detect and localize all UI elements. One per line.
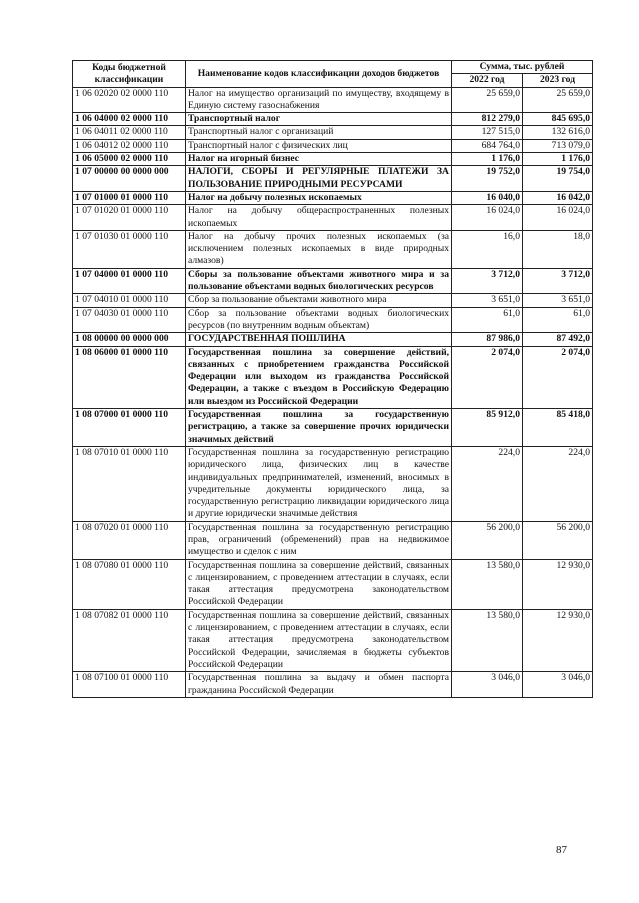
header-code: Коды бюджетной классификации [73, 61, 186, 88]
row-code: 1 06 04012 02 0000 110 [73, 139, 186, 152]
row-name: Налог на добычу полезных ископаемых [186, 191, 452, 204]
row-code: 1 06 04000 02 0000 110 [73, 113, 186, 126]
row-value-2022: 2 074,0 [452, 346, 523, 408]
table-row [73, 153, 593, 166]
row-value-2023: 132 616,0 [523, 126, 593, 139]
row-name: Транспортный налог с организаций [186, 126, 452, 139]
row-code: 1 08 00000 00 0000 000 [73, 333, 186, 346]
table-row [73, 333, 593, 346]
table-row [73, 559, 593, 609]
row-value-2022: 3 712,0 [452, 268, 523, 294]
row-value-2022: 56 200,0 [452, 521, 523, 559]
page-number: 87 [556, 844, 567, 856]
row-code: 1 06 05000 02 0000 110 [73, 153, 186, 166]
row-value-2022: 3 046,0 [452, 672, 523, 698]
row-name: Налог на добычу общераспространенных полезных ископаемых [186, 205, 452, 231]
row-name: Государственная пошлина за совершение действий, связанных с лицензированием, с проведением аттестации в случаях, если такая аттестация предусмотрена законодательством Российской Федерации [186, 559, 452, 609]
row-value-2022: 16 024,0 [452, 205, 523, 231]
row-value-2022: 684 764,0 [452, 139, 523, 152]
row-code: 1 08 07082 01 0000 110 [73, 609, 186, 671]
row-code: 1 06 04011 02 0000 110 [73, 126, 186, 139]
row-value-2022: 87 986,0 [452, 333, 523, 346]
row-value-2022: 25 659,0 [452, 87, 523, 113]
table-row [73, 166, 593, 192]
row-value-2022: 19 752,0 [452, 166, 523, 192]
row-name: Сбор за пользование объектами водных биологических ресурсов (по внутренним водным объектам) [186, 307, 452, 333]
table-row [73, 609, 593, 671]
table-row [73, 205, 593, 231]
row-name: ГОСУДАРСТВЕННАЯ ПОШЛИНА [186, 333, 452, 346]
row-value-2023: 12 930,0 [523, 559, 593, 609]
table-row [73, 126, 593, 139]
row-name: Налог на имущество организаций по имуществу, входящему в Единую систему газоснабжения [186, 87, 452, 113]
budget-revenue-table [72, 60, 593, 698]
row-value-2023: 25 659,0 [523, 87, 593, 113]
row-code: 1 07 01030 01 0000 110 [73, 230, 186, 268]
table-row [73, 521, 593, 559]
row-code: 1 08 06000 01 0000 110 [73, 346, 186, 408]
row-value-2022: 1 176,0 [452, 153, 523, 166]
table-row [73, 446, 593, 521]
row-code: 1 07 01020 01 0000 110 [73, 205, 186, 231]
row-value-2023: 61,0 [523, 307, 593, 333]
row-value-2023: 224,0 [523, 446, 593, 521]
row-name: Сбор за пользование объектами животного мира [186, 294, 452, 307]
row-name: Налог на добычу прочих полезных ископаемых (за исключением полезных ископаемых в виде природных алмазов) [186, 230, 452, 268]
row-name: Государственная пошлина за совершение действий, связанных с приобретением гражданства Российской Федерации или выходом из гражданства Российской Федерации, а также с въездом в Российскую Федерацию или выездом из Российской Федерации [186, 346, 452, 408]
row-value-2022: 13 580,0 [452, 559, 523, 609]
row-value-2023: 2 074,0 [523, 346, 593, 408]
table-row [73, 113, 593, 126]
row-name: Государственная пошлина за совершение действий, связанных с лицензированием, с проведением аттестации в случаях, если такая аттестация предусмотрена законодательством Российской Федерации, зачисляемая в бюджеты субъектов Российской Федерации [186, 609, 452, 671]
row-value-2023: 85 418,0 [523, 409, 593, 447]
header-year-2023: 2023 год [523, 74, 593, 87]
row-name: Государственная пошлина за государственную регистрацию юридического лица, физических лиц в качестве индивидуальных предпринимателей, изменений, вносимых в учредительные документы юридического лица, за государственную регистрацию ликвидации юридического лица и другие юридически значимые действия [186, 446, 452, 521]
row-value-2023: 16 024,0 [523, 205, 593, 231]
row-code: 1 07 04000 01 0000 110 [73, 268, 186, 294]
header-name: Наименование кодов классификации доходов бюджетов [186, 61, 452, 88]
row-name: НАЛОГИ, СБОРЫ И РЕГУЛЯРНЫЕ ПЛАТЕЖИ ЗА ПОЛЬЗОВАНИЕ ПРИРОДНЫМИ РЕСУРСАМИ [186, 166, 452, 192]
row-name: Транспортный налог [186, 113, 452, 126]
row-value-2022: 3 651,0 [452, 294, 523, 307]
row-value-2022: 61,0 [452, 307, 523, 333]
row-value-2022: 224,0 [452, 446, 523, 521]
table-row [73, 307, 593, 333]
table-row [73, 230, 593, 268]
row-value-2023: 713 079,0 [523, 139, 593, 152]
row-code: 1 08 07100 01 0000 110 [73, 672, 186, 698]
table-row [73, 268, 593, 294]
table-row [73, 346, 593, 408]
table-header [73, 61, 593, 88]
table-row [73, 672, 593, 698]
row-value-2022: 13 580,0 [452, 609, 523, 671]
table-row [73, 409, 593, 447]
row-code: 1 07 04010 01 0000 110 [73, 294, 186, 307]
row-value-2023: 1 176,0 [523, 153, 593, 166]
row-value-2023: 3 712,0 [523, 268, 593, 294]
table-row [73, 191, 593, 204]
row-code: 1 07 00000 00 0000 000 [73, 166, 186, 192]
row-value-2022: 127 515,0 [452, 126, 523, 139]
row-value-2023: 3 651,0 [523, 294, 593, 307]
row-code: 1 08 07020 01 0000 110 [73, 521, 186, 559]
row-name: Транспортный налог с физических лиц [186, 139, 452, 152]
row-value-2023: 16 042,0 [523, 191, 593, 204]
row-value-2023: 19 754,0 [523, 166, 593, 192]
row-value-2023: 12 930,0 [523, 609, 593, 671]
row-value-2023: 87 492,0 [523, 333, 593, 346]
row-name: Государственная пошлина за государственную регистрацию, а также за совершение прочих юридически значимых действий [186, 409, 452, 447]
row-name: Сборы за пользование объектами животного мира и за пользование объектами водных биологических ресурсов [186, 268, 452, 294]
row-code: 1 08 07000 01 0000 110 [73, 409, 186, 447]
row-code: 1 06 02020 02 0000 110 [73, 87, 186, 113]
row-code: 1 07 04030 01 0000 110 [73, 307, 186, 333]
row-value-2023: 56 200,0 [523, 521, 593, 559]
header-year-2022: 2022 год [452, 74, 523, 87]
row-value-2022: 16 040,0 [452, 191, 523, 204]
row-code: 1 08 07010 01 0000 110 [73, 446, 186, 521]
row-value-2022: 16,0 [452, 230, 523, 268]
row-name: Государственная пошлина за государственную регистрацию прав, ограничений (обременений) прав на недвижимое имущество и сделок с ним [186, 521, 452, 559]
row-name: Налог на игорный бизнес [186, 153, 452, 166]
row-value-2023: 18,0 [523, 230, 593, 268]
table-row [73, 87, 593, 113]
table-body [73, 87, 593, 697]
row-name: Государственная пошлина за выдачу и обмен паспорта гражданина Российской Федерации [186, 672, 452, 698]
row-code: 1 08 07080 01 0000 110 [73, 559, 186, 609]
row-value-2023: 845 695,0 [523, 113, 593, 126]
row-value-2022: 812 279,0 [452, 113, 523, 126]
row-value-2022: 85 912,0 [452, 409, 523, 447]
row-code: 1 07 01000 01 0000 110 [73, 191, 186, 204]
table-row [73, 139, 593, 152]
table-row [73, 294, 593, 307]
row-value-2023: 3 046,0 [523, 672, 593, 698]
header-sum: Сумма, тыс. рублей [452, 61, 593, 74]
